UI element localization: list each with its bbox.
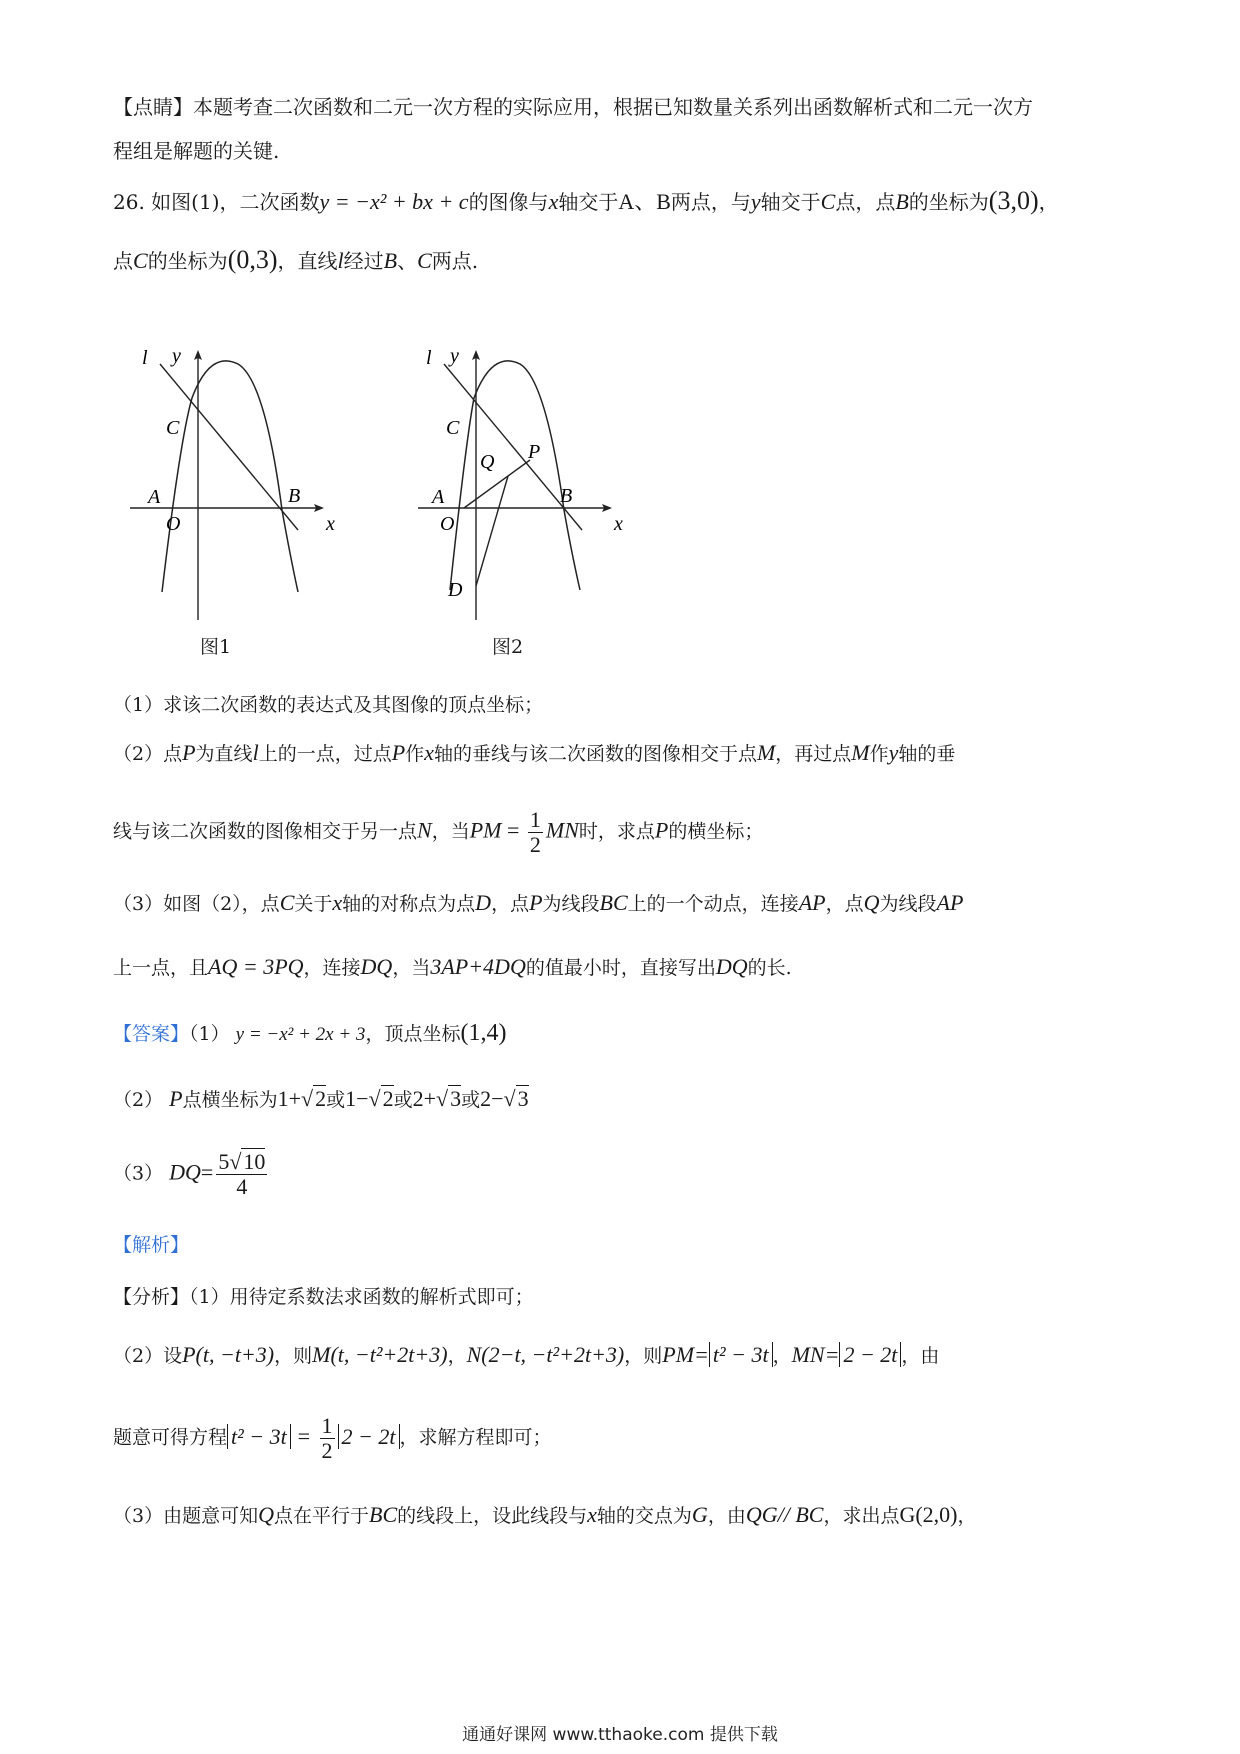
analysis-text: （1）用待定系数法求函数的解析式即可；: [189, 1286, 534, 1308]
question-text: （3）如图（2），点: [113, 893, 280, 915]
problem-line-1: 26. 如图(1)，二次函数y = −x² + bx + c的图像与x轴交于A、B两点，与y轴交于C点，点B的坐标为(3,0)，: [113, 186, 1059, 215]
problem-text: 如图(1)，二次函数: [151, 190, 320, 214]
analysis-line-2: （2）设P(t, −t+3)，则M(t, −t²+2t+3)，N(2−t, −t²+2t+3)，则PM= t² − 3t ，MN= 2 − 2t ，由: [113, 1342, 940, 1367]
question-text: 上的一个动点，连接: [627, 893, 799, 915]
answer-equation: y = −x² + 2x + 3: [235, 1024, 366, 1045]
answer-or: 或: [326, 1089, 346, 1111]
question-text: 时，求点: [578, 820, 655, 843]
fig2-label-p: P: [528, 441, 541, 463]
question-text: 为直线: [195, 743, 253, 765]
expr-qg-bc: QG// BC: [745, 1502, 824, 1527]
problem-number: 26.: [113, 190, 145, 214]
fig1-label-x: x: [326, 513, 335, 535]
expr-bc: BC: [599, 890, 628, 915]
fig1-label-b: B: [288, 485, 301, 507]
question-text: 轴的对称点为点: [342, 893, 476, 915]
var-x: x: [587, 1502, 597, 1527]
fraction-half: $\frac{1}{2}$: [321, 1413, 333, 1463]
var-p: P: [529, 890, 543, 915]
analysis-text: 点在平行于: [273, 1505, 369, 1527]
problem-text: 轴交于: [558, 190, 619, 214]
var-n: N: [417, 817, 432, 843]
fig2-segment-ap: [464, 460, 530, 508]
problem-line-2: 点C的坐标为(0,3)，直线l经过B、C两点.: [113, 245, 479, 274]
var-c: C: [417, 248, 432, 273]
expr-bc: BC: [369, 1502, 398, 1527]
var-b: B: [383, 248, 398, 273]
equation-abs: t² − 3t =: [227, 1424, 317, 1449]
analysis-tag: 【解析】: [113, 1234, 190, 1256]
answer-line-3: [113, 1150, 270, 1199]
question-text: 上一点，且: [113, 957, 209, 979]
analysis-line-3: [113, 1414, 552, 1463]
question-text: ，连接: [303, 957, 361, 979]
fig2-label-a: A: [432, 486, 445, 508]
analysis-text: （3）由题意可知: [113, 1505, 259, 1527]
var-d: D: [475, 890, 492, 915]
analysis-text: 的线段上，设此线段与: [397, 1505, 588, 1527]
page-footer: 通通好课网 www.tthaoke.com 提供下载: [462, 1725, 778, 1745]
expr-dq: DQ: [360, 954, 393, 979]
coord-b: (3,0): [988, 186, 1039, 215]
answer-or: 或: [393, 1089, 413, 1111]
answer-prefix: （2）: [113, 1089, 164, 1111]
fig2-label-o: O: [440, 513, 455, 535]
expr-3ap-4dq: 3AP+4DQ: [430, 954, 526, 979]
question-text: ，当: [431, 820, 470, 843]
var-c: C: [133, 248, 148, 273]
answer-tag: 【答案】: [113, 1023, 190, 1045]
answer-line-1: [113, 1018, 506, 1050]
problem-text: 的坐标为: [147, 249, 228, 273]
var-l: l: [252, 740, 259, 765]
question-text: （2）点: [113, 743, 183, 765]
equals: =: [501, 817, 525, 843]
problem-text: 轴交于: [760, 190, 821, 214]
fig2-label-x: x: [614, 513, 623, 535]
problem-text: 点，点: [835, 190, 896, 214]
equation: y = −x² + bx + c: [319, 189, 469, 214]
root-3: 2+√3: [412, 1086, 462, 1111]
point-n: N(2−t, −t²+2t+3): [466, 1342, 625, 1367]
var-x: x: [424, 740, 434, 765]
analysis-text: ，由: [707, 1505, 746, 1527]
var-p: P: [169, 1086, 183, 1111]
question-text: 作: [869, 743, 889, 765]
answer-prefix: （1）: [189, 1023, 230, 1045]
expr-mn: MN: [545, 817, 579, 843]
question-text: ，点: [491, 893, 530, 915]
coord-c: (0,3): [227, 245, 278, 274]
expr-ap: AP: [936, 890, 964, 915]
question-text: 上的一点，过点: [258, 743, 392, 765]
expr-aq-3pq: AQ = 3PQ: [208, 954, 304, 979]
point-g: G(2,0): [899, 1502, 958, 1527]
expr-mn: MN= 2 − 2t: [792, 1342, 902, 1367]
fig2-segment-dq: [476, 476, 508, 586]
problem-text: 两点.: [431, 249, 479, 273]
question-2-line-1: [113, 738, 955, 769]
var-p: P: [182, 740, 196, 765]
analysis-line-4: （3）由题意可知Q点在平行于BC的线段上，设此线段与x轴的交点为G，由QG// BC，求出点G(2,0)，: [113, 1502, 977, 1527]
review-line-2: [113, 136, 279, 166]
question-text: 的长.: [747, 957, 792, 979]
fig1-line-l: [160, 364, 301, 530]
analysis-text: ，则: [624, 1345, 663, 1367]
fig1-label-o: O: [166, 513, 181, 535]
answer-prefix: （3）: [113, 1162, 164, 1185]
figure-2: [410, 340, 640, 630]
analysis-text: ，求解方程即可；: [399, 1426, 552, 1449]
var-b: B: [895, 189, 909, 214]
expr-dq: DQ: [169, 1159, 201, 1185]
fig2-label-c: C: [446, 417, 460, 439]
var-q: Q: [863, 890, 880, 915]
fraction-answer: $\frac{5√10}{4}$: [218, 1149, 266, 1199]
root-1: 1+√2: [277, 1086, 327, 1111]
fig1-caption: 图1: [200, 636, 232, 658]
var-p: P: [654, 817, 669, 843]
fig1-parabola: [162, 361, 301, 592]
var-x: x: [332, 890, 343, 915]
answer-vertex: (1,4): [460, 1020, 507, 1046]
analysis-text: 轴的交点为: [596, 1505, 692, 1527]
root-2: 1−√2: [345, 1086, 394, 1111]
question-text: 的值最小时，直接写出: [525, 957, 716, 979]
problem-text: 两点，与: [670, 190, 751, 214]
question-text: 为线段: [542, 893, 600, 915]
question-text: 为线段: [879, 893, 937, 915]
question-3-line-2: [113, 952, 792, 983]
answer-or: 或: [461, 1089, 481, 1111]
fig2-label-l: l: [426, 347, 432, 369]
problem-text: 的坐标为: [908, 190, 989, 214]
var-y: y: [750, 189, 761, 214]
equals: =: [200, 1159, 214, 1185]
fraction-half: $\frac{1}{2}$: [529, 807, 541, 857]
question-2-line-2: [113, 808, 763, 857]
var-y: y: [888, 740, 899, 765]
question-text: 的横坐标；: [668, 820, 764, 843]
problem-text: 点: [113, 249, 133, 273]
var-q: Q: [258, 1502, 274, 1527]
analysis-text: ，则: [274, 1345, 313, 1367]
question-text: 线与该二次函数的图像相交于另一点: [113, 820, 418, 843]
fig1-label-y: y: [172, 345, 181, 367]
var-l: l: [337, 248, 344, 273]
var-p: P: [391, 740, 406, 765]
fig2-label-q: Q: [480, 451, 495, 473]
fig1-label-a: A: [148, 486, 161, 508]
review-line-1: [113, 92, 1033, 122]
figure-1: [120, 340, 360, 630]
fig2-label-b: B: [560, 485, 573, 507]
analysis-tag-line: [113, 1230, 189, 1260]
review-text: 本题考查二次函数和二元一次方程的实际应用，根据已知数量关系列出函数解析式和二元一次方: [193, 95, 1033, 119]
answer-line-2: [113, 1084, 529, 1115]
answer-text: 点横坐标为: [182, 1089, 278, 1111]
question-text: 作: [405, 743, 425, 765]
point-m: M(t, −t²+2t+3): [312, 1342, 448, 1367]
fig2-caption: 图2: [492, 636, 524, 658]
expr-dq: DQ: [715, 954, 748, 979]
var-g: G: [691, 1502, 708, 1527]
problem-text: ，直线: [277, 249, 338, 273]
question-text: 关于: [294, 893, 333, 915]
fenxi-tag: 【分析】: [113, 1286, 190, 1308]
point-p: P(t, −t+3): [182, 1342, 275, 1367]
analysis-text: （2）设: [113, 1345, 183, 1367]
analysis-line-1: [113, 1282, 534, 1312]
var-m: M: [756, 740, 776, 765]
fig1-label-l: l: [142, 347, 148, 369]
question-text: ，点: [825, 893, 864, 915]
expr-pm: PM: [469, 817, 502, 843]
problem-text: 的图像与: [468, 190, 549, 214]
analysis-text: ，由: [901, 1345, 940, 1367]
expr-ap: AP: [798, 890, 826, 915]
fig1-label-c: C: [166, 417, 180, 439]
question-text: 轴的垂: [898, 743, 956, 765]
question-text: ，再过点: [775, 743, 852, 765]
label-ab: A、B: [618, 189, 671, 214]
review-text-cont: 程组是解题的关键.: [113, 139, 280, 163]
var-m: M: [851, 740, 870, 765]
review-tag: 【点睛】: [113, 95, 193, 119]
var-c: C: [820, 189, 836, 214]
expr-abs: 2 − 2t: [338, 1424, 400, 1449]
fig2-label-y: y: [450, 345, 459, 367]
expr-pm: PM= t² − 3t: [662, 1342, 772, 1367]
problem-text: 经过: [343, 249, 384, 273]
root-4: 2−√3: [480, 1086, 529, 1111]
var-c: C: [279, 890, 295, 915]
question-text: ，当: [392, 957, 431, 979]
var-x: x: [548, 189, 559, 214]
analysis-text: 题意可得方程: [113, 1426, 228, 1449]
question-3-line-1: [113, 888, 963, 919]
question-text: 轴的垂线与该二次函数的图像相交于点: [433, 743, 757, 765]
fig2-label-d: D: [448, 579, 463, 601]
analysis-text: ，求出点: [823, 1505, 900, 1527]
answer-text: ，顶点坐标: [365, 1023, 461, 1045]
question-1: （1）求该二次函数的表达式及其图像的顶点坐标；: [113, 694, 544, 716]
